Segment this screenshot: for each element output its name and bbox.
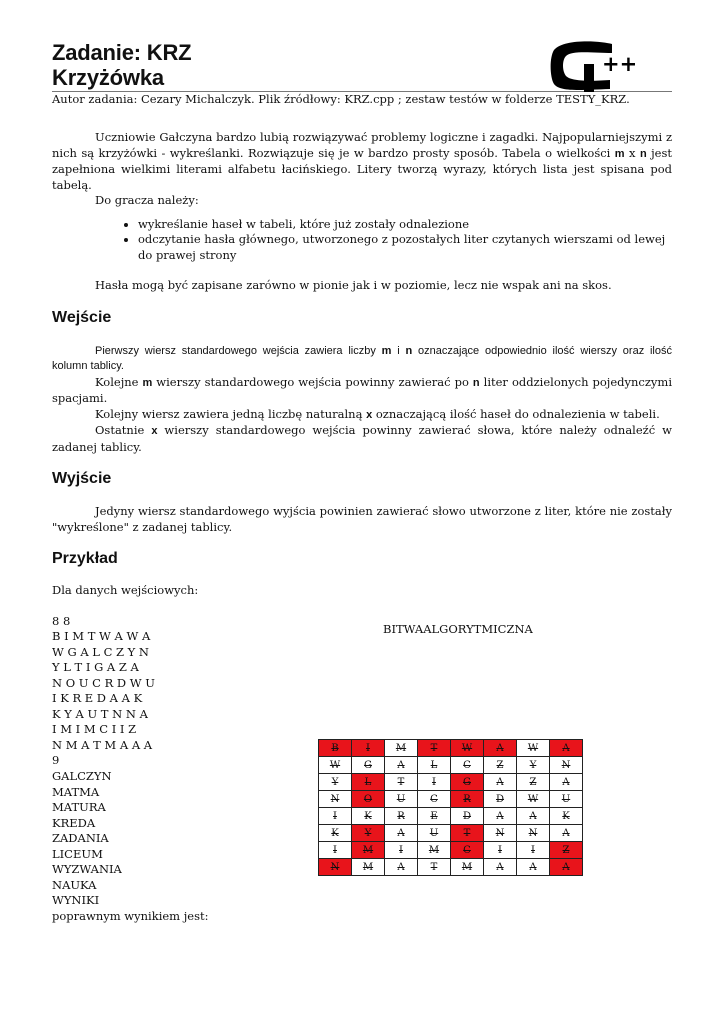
output-heading: Wyjście bbox=[52, 470, 112, 487]
grid-cell: E bbox=[418, 808, 451, 825]
grid-cell: A bbox=[385, 825, 418, 842]
grid-row bbox=[319, 791, 583, 808]
cpp-logo-icon bbox=[550, 40, 665, 98]
grid-cell: A bbox=[484, 774, 517, 791]
input-l4-a: Ostatnie bbox=[95, 423, 152, 437]
grid-row bbox=[319, 774, 583, 791]
input-l4-b: wierszy standardowego wejścia powinny zawierać słowa, które należy odnaleźć w zadanej tablicy. bbox=[52, 423, 672, 454]
list-item: • wykreślanie haseł w tabeli, które już zostały odnalezione bbox=[138, 217, 672, 233]
grid-cell: K bbox=[319, 825, 352, 842]
grid-cell: T bbox=[451, 825, 484, 842]
input-l2-a: Kolejne bbox=[95, 374, 143, 389]
grid-row bbox=[319, 825, 583, 842]
grid-cell: A bbox=[550, 825, 583, 842]
grid-cell: L bbox=[418, 757, 451, 774]
crossword-grid bbox=[318, 739, 583, 876]
input-l1-b: oznaczające odpowiednio ilość wierszy oraz ilość kolumn tablicy. bbox=[52, 344, 672, 372]
example-intro: Dla danych wejściowych: bbox=[52, 583, 199, 597]
example-heading: Przykład bbox=[52, 550, 118, 567]
direction-rule: Hasła mogą być zapisane zarówno w pionie jak i w poziomie, lecz nie wspak ani na skos. bbox=[95, 278, 612, 292]
intro-m: m bbox=[614, 147, 625, 160]
title-line-1: Zadanie: KRZ bbox=[52, 40, 192, 65]
grid-cell: Z bbox=[517, 774, 550, 791]
intro-x: x bbox=[624, 145, 640, 160]
grid-cell: N bbox=[319, 791, 352, 808]
grid-cell: I bbox=[418, 774, 451, 791]
list-item: • odczytanie hasła głównego, utworzonego z pozostałych liter czytanych wierszami od lewej do prawej strony bbox=[138, 232, 672, 263]
grid-cell: U bbox=[418, 825, 451, 842]
grid-cell: B bbox=[319, 740, 352, 757]
grid-cell: M bbox=[451, 859, 484, 876]
grid-cell: A bbox=[385, 757, 418, 774]
grid-cell: N bbox=[484, 825, 517, 842]
input-l2-b: wierszy standardowego wejścia powinny zawierać po bbox=[152, 374, 473, 389]
grid-cell: M bbox=[385, 740, 418, 757]
grid-cell: M bbox=[352, 859, 385, 876]
grid-cell: K bbox=[352, 808, 385, 825]
grid-cell: I bbox=[319, 842, 352, 859]
input-l2-n: n bbox=[472, 376, 480, 389]
grid-cell: K bbox=[550, 808, 583, 825]
intro-n: n bbox=[639, 147, 647, 160]
grid-cell: I bbox=[484, 842, 517, 859]
grid-cell: A bbox=[550, 774, 583, 791]
grid-cell: U bbox=[385, 791, 418, 808]
input-l2-m: m bbox=[142, 376, 153, 389]
input-line-1 bbox=[52, 344, 672, 375]
grid-row bbox=[319, 740, 583, 757]
grid-cell: C bbox=[418, 791, 451, 808]
grid-cell: W bbox=[451, 740, 484, 757]
grid-cell: M bbox=[352, 842, 385, 859]
grid-cell: D bbox=[484, 791, 517, 808]
grid-cell: N bbox=[319, 859, 352, 876]
grid-row bbox=[319, 757, 583, 774]
grid-cell: I bbox=[517, 842, 550, 859]
grid-cell: G bbox=[352, 757, 385, 774]
grid-cell: R bbox=[385, 808, 418, 825]
title-line-2: Krzyżówka bbox=[52, 65, 164, 90]
grid-cell: A bbox=[484, 808, 517, 825]
input-line-3 bbox=[52, 407, 672, 424]
grid-row bbox=[319, 842, 583, 859]
grid-row bbox=[319, 808, 583, 825]
input-l1-n: n bbox=[405, 344, 413, 357]
grid-cell: W bbox=[319, 757, 352, 774]
example-outro: poprawnym wynikiem jest: bbox=[52, 908, 209, 923]
logo-plus-text: ++ bbox=[602, 52, 638, 76]
grid-cell: I bbox=[319, 808, 352, 825]
grid-cell: A bbox=[550, 740, 583, 757]
player-tasks-intro: Do gracza należy: bbox=[95, 193, 199, 207]
grid-cell: W bbox=[517, 791, 550, 808]
input-line-2 bbox=[52, 375, 672, 407]
grid-cell: A bbox=[385, 859, 418, 876]
grid-cell: I bbox=[352, 740, 385, 757]
player-tasks-list bbox=[52, 217, 672, 264]
grid-cell: N bbox=[550, 757, 583, 774]
grid-cell: Y bbox=[517, 757, 550, 774]
grid-cell: Z bbox=[484, 757, 517, 774]
grid-cell: C bbox=[451, 757, 484, 774]
grid-cell: A bbox=[517, 808, 550, 825]
input-heading: Wejście bbox=[52, 308, 112, 326]
grid-cell: T bbox=[418, 859, 451, 876]
grid-cell: A bbox=[484, 859, 517, 876]
grid-cell: Y bbox=[352, 825, 385, 842]
grid-cell: T bbox=[418, 740, 451, 757]
grid-cell: M bbox=[418, 842, 451, 859]
grid-cell: O bbox=[352, 791, 385, 808]
grid-cell: N bbox=[517, 825, 550, 842]
input-l1-a: Pierwszy wiersz standardowego wejścia zawiera liczby bbox=[95, 344, 382, 357]
input-l1-m: m bbox=[381, 344, 392, 357]
grid-cell: Z bbox=[550, 842, 583, 859]
input-l3-a: Kolejny wiersz zawiera jedną liczbę naturalną bbox=[95, 406, 367, 421]
input-l2-c: liter oddzielonych pojedynczymi spacjami. bbox=[52, 374, 673, 405]
author-line: Autor zadania: Cezary Michalczyk. Plik źródłowy: KRZ.cpp ; zestaw testów w folderze TESTY_KRZ. bbox=[52, 92, 630, 106]
grid-cell: G bbox=[451, 774, 484, 791]
grid-row bbox=[319, 859, 583, 876]
example-result: BITWAALGORYTMICZNA bbox=[383, 622, 533, 636]
grid-cell: A bbox=[550, 859, 583, 876]
grid-cell: W bbox=[517, 740, 550, 757]
grid-cell: L bbox=[352, 774, 385, 791]
intro-text-a: Uczniowie Gałczyna bardzo lubią rozwiązywać problemy logiczne i zagadki. Najpopularniejszymi z nich są krzyżówki - wykreślanki. Rozwiązuje się je w bardzo prosty sposób. Tabela o wielkości bbox=[52, 130, 672, 160]
intro-paragraph bbox=[52, 130, 672, 193]
grid-cell: I bbox=[385, 842, 418, 859]
grid-cell: U bbox=[550, 791, 583, 808]
input-line-4 bbox=[52, 423, 672, 455]
grid-cell: C bbox=[451, 842, 484, 859]
intro-text-b: jest zapełniona wielkimi literami alfabetu łacińskiego. Litery tworzą wyrazy, których lista jest spisana pod tabelą. bbox=[52, 145, 672, 192]
input-l1-i: i bbox=[391, 344, 406, 357]
grid-cell: Y bbox=[319, 774, 352, 791]
input-l3-b: oznaczającą ilość haseł do odnalezienia w tabeli. bbox=[372, 406, 660, 421]
input-l4-x: x bbox=[151, 425, 158, 437]
grid-cell: A bbox=[517, 859, 550, 876]
output-description: Jedyny wiersz standardowego wyjścia powinien zawierać słowo utworzone z liter, które nie zostały "wykreślone" z zadanej tablicy. bbox=[52, 504, 672, 534]
grid-cell: A bbox=[484, 740, 517, 757]
example-input: 8 8 B I M T W A W A W G A L C Z Y N Y L T I G A Z A N O U C R D W U I K R E D A A K K Y A U T N N A I M I M C I I Z N M A T M A A A 9 GALCZYN MATMA MATURA KREDA ZADANIA LICEUM WYZWANIA NAUKA WYNIKI bbox=[52, 613, 155, 908]
grid-cell: R bbox=[451, 791, 484, 808]
grid-cell: T bbox=[385, 774, 418, 791]
grid-cell: D bbox=[451, 808, 484, 825]
input-l3-x: x bbox=[366, 408, 373, 421]
